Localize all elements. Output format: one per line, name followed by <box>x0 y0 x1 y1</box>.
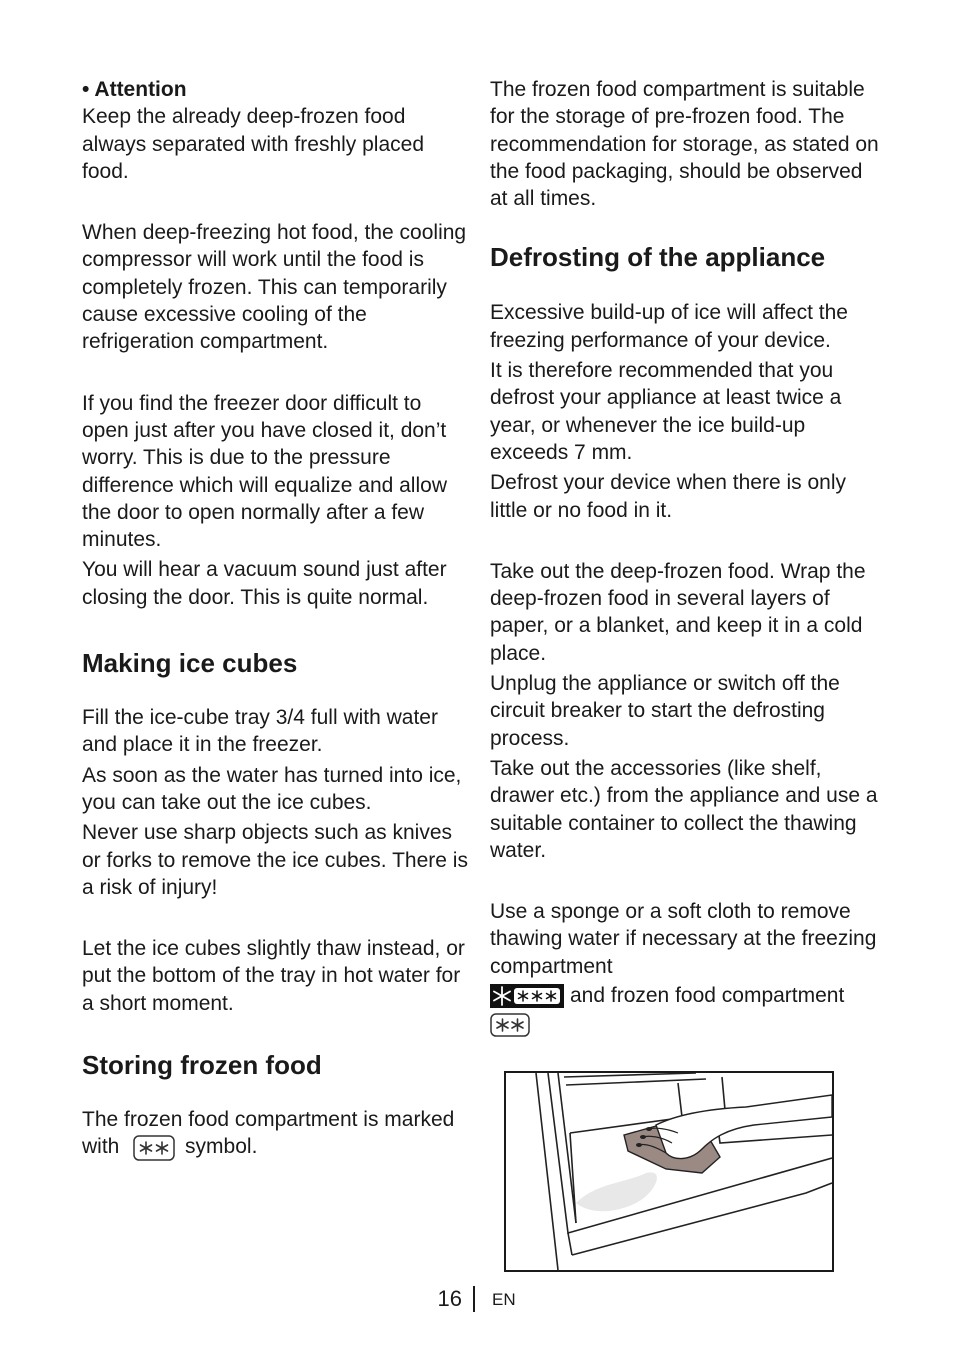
four-star-freezer-icon <box>490 984 564 1008</box>
ice-paragraph-3: Never use sharp objects such as knives or forks to remove the ice cubes. There is a risk of injury! <box>82 821 468 899</box>
defrost-symbols-line: and frozen food compartment <box>490 982 882 1009</box>
ice-cubes-heading: Making ice cubes <box>82 648 298 679</box>
ice-paragraph-1: Fill the ice-cube tray 3/4 full with water and place it in the freezer. <box>82 706 438 757</box>
storing-paragraph: The frozen food compartment is marked with symbol. <box>82 1106 472 1161</box>
defrost-paragraph-4: Take out the deep-frozen food. Wrap the deep-frozen food in several layers of paper, or a blanket, and keep it in a cold place. <box>490 559 866 665</box>
cloth-hand <box>624 1095 832 1173</box>
wiping-compartment-drawing <box>506 1073 832 1270</box>
defrost-paragraph-6: Take out the accessories (like shelf, drawer etc.) from the appliance and use a suitable container to collect the thawing water. <box>490 756 878 862</box>
attention-text: Keep the already deep-frozen food always separated with freshly placed food. <box>82 105 425 183</box>
two-star-freezer-icon <box>490 1013 530 1037</box>
defrost-paragraph-7: Use a sponge or a soft cloth to remove thawing water if necessary at the freezing compartment <box>490 900 877 978</box>
defrost-paragraph-5: Unplug the appliance or switch off the circuit breaker to start the defrosting process. <box>490 672 840 750</box>
right-column <box>490 76 882 1038</box>
footer-divider <box>473 1286 475 1312</box>
storing-frozen-food-heading: Storing frozen food <box>82 1050 322 1081</box>
attention-heading: • Attention <box>82 78 187 101</box>
defrosting-heading: Defrosting of the appliance <box>490 242 826 273</box>
compartment-paragraph: The frozen food compartment is suitable for the storage of pre-frozen food. The recommendation for storage, as stated on the food packaging, should be observed at all times. <box>490 78 879 211</box>
hot-food-paragraph: When deep-freezing hot food, the cooling compressor will work until the food is completely frozen. This can temporarily cause excessive cooling of the refrigeration compartment. <box>82 221 467 354</box>
page-number: 16 <box>437 1286 462 1311</box>
ice-paragraph-4: Let the ice cubes slightly thaw instead, or put the bottom of the tray in hot water for a short moment. <box>82 937 465 1015</box>
defrosting-illustration <box>504 1071 834 1272</box>
defrost-paragraph-2: It is therefore recommended that you defrost your appliance at least twice a year, or whenever the ice build-up exceeds 7 mm. <box>490 359 842 464</box>
vacuum-paragraph: You will hear a vacuum sound just after closing the door. This is quite normal. <box>82 558 447 609</box>
defrost-paragraph-3: Defrost your device when there is only little or no food in it. <box>490 471 847 522</box>
two-star-freezer-icon <box>133 1135 175 1161</box>
ice-paragraph-2: As soon as the water has turned into ice, you can take out the ice cubes. <box>82 763 462 814</box>
defrost-paragraph-1: Excessive build-up of ice will affect the freezing performance of your device. <box>490 301 848 352</box>
door-paragraph: If you find the freezer door difficult to open just after you have closed it, don’t worry. This is due to the pressure difference which will equalize and allow the door to open normally after a few minutes. <box>82 391 447 552</box>
left-column <box>82 76 472 1161</box>
page-footer <box>0 1284 954 1314</box>
language-code: EN <box>492 1290 516 1309</box>
